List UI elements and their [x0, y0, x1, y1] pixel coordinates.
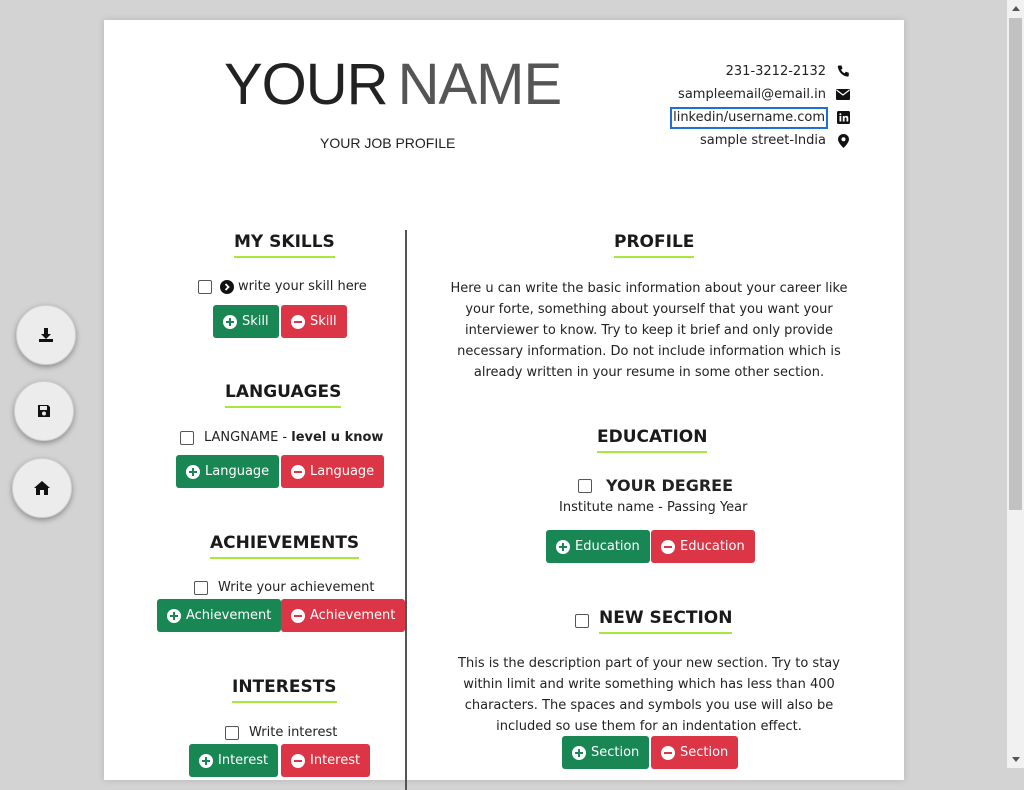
achievement-item: [194, 580, 374, 595]
phone-text[interactable]: 231-3212-2132: [725, 64, 826, 79]
download-icon: [38, 327, 54, 343]
language-level[interactable]: level u know: [291, 430, 384, 445]
plus-circle-icon: [199, 754, 213, 768]
linkedin-text[interactable]: linkedin/username.com: [670, 107, 828, 129]
minus-circle-icon: [291, 754, 305, 768]
remove-education-label: Education: [680, 539, 745, 554]
vertical-scrollbar[interactable]: [1007, 0, 1024, 768]
add-interest-button[interactable]: [189, 744, 278, 777]
education-title[interactable]: EDUCATION: [597, 427, 707, 453]
remove-achievement-button[interactable]: [281, 599, 405, 632]
home-icon: [34, 481, 50, 495]
achievements-title[interactable]: ACHIEVEMENTS: [210, 533, 359, 559]
add-skill-label: Skill: [242, 314, 269, 329]
resume-name[interactable]: [224, 52, 562, 117]
scroll-up-arrow-icon[interactable]: [1012, 6, 1020, 11]
remove-skill-button[interactable]: [281, 305, 347, 338]
skill-text[interactable]: write your skill here: [238, 279, 367, 294]
contact-phone: [670, 60, 850, 83]
skills-title[interactable]: MY SKILLS: [234, 232, 335, 258]
minus-circle-icon: [291, 609, 305, 623]
add-achievement-button[interactable]: [157, 599, 281, 632]
save-icon: [37, 404, 51, 418]
interests-title[interactable]: INTERESTS: [232, 677, 337, 703]
add-section-label: Section: [591, 745, 640, 760]
new-section-checkbox[interactable]: [575, 614, 589, 628]
minus-circle-icon: [661, 540, 675, 554]
new-section-title-row: [575, 608, 732, 634]
resume-page: [104, 20, 904, 780]
languages-title[interactable]: LANGUAGES: [225, 382, 341, 408]
contact-email: [670, 83, 850, 106]
remove-education-button[interactable]: [651, 530, 755, 563]
add-language-label: Language: [205, 464, 270, 479]
skill-checkbox[interactable]: [198, 280, 212, 294]
new-section-title[interactable]: NEW SECTION: [599, 608, 732, 634]
add-section-button[interactable]: [562, 736, 649, 769]
degree-text[interactable]: YOUR DEGREE: [606, 476, 734, 495]
job-profile[interactable]: YOUR JOB PROFILE: [320, 135, 456, 151]
home-button[interactable]: [12, 458, 72, 518]
remove-achievement-label: Achievement: [310, 608, 396, 623]
add-education-button[interactable]: [546, 530, 650, 563]
linkedin-icon: [836, 111, 850, 125]
add-skill-button[interactable]: [213, 305, 279, 338]
scroll-down-arrow-icon[interactable]: [1012, 757, 1020, 762]
add-language-button[interactable]: [176, 455, 279, 488]
remove-skill-label: Skill: [310, 314, 337, 329]
minus-circle-icon: [291, 315, 305, 329]
plus-circle-icon: [186, 465, 200, 479]
email-text[interactable]: sampleemail@email.in: [678, 87, 826, 102]
education-degree-row: [578, 476, 733, 495]
profile-text[interactable]: Here u can write the basic information about your career like your forte, something about yourself that you want your interviewer to know. Try to keep it brief and only provide necessary information. Do not include information which is already written in your resume in some other section.: [450, 281, 848, 380]
remove-language-button[interactable]: [281, 455, 384, 488]
language-separator: -: [278, 430, 292, 445]
contact-address: [670, 129, 850, 152]
language-item: [180, 430, 383, 445]
remove-section-label: Section: [680, 745, 729, 760]
remove-interest-label: Interest: [310, 753, 361, 768]
first-name[interactable]: YOUR: [224, 52, 388, 117]
plus-circle-icon: [556, 540, 570, 554]
add-education-label: Education: [575, 539, 640, 554]
plus-circle-icon: [572, 746, 586, 760]
download-button[interactable]: [16, 305, 76, 365]
minus-circle-icon: [661, 746, 675, 760]
phone-icon: [836, 65, 850, 79]
language-name[interactable]: LANGNAME: [204, 430, 279, 445]
minus-circle-icon: [291, 465, 305, 479]
remove-language-label: Language: [310, 464, 375, 479]
plus-circle-icon: [223, 315, 237, 329]
last-name[interactable]: NAME: [397, 52, 562, 117]
map-marker-icon: [836, 134, 850, 148]
save-button[interactable]: [14, 381, 74, 441]
institute-text[interactable]: Institute name - Passing Year: [559, 500, 748, 515]
new-section-text[interactable]: This is the description part of your new section. Try to stay within limit and write something which has less than 400 characters. The spaces and symbols you use will also be included so use them for an indentation effect.: [458, 656, 840, 734]
chevron-right-circle-icon: [220, 280, 234, 294]
scroll-thumb[interactable]: [1009, 18, 1022, 510]
profile-title[interactable]: PROFILE: [614, 232, 694, 258]
add-interest-label: Interest: [218, 753, 269, 768]
education-checkbox[interactable]: [578, 479, 592, 493]
remove-interest-button[interactable]: [281, 744, 370, 777]
column-divider: [405, 230, 407, 790]
add-achievement-label: Achievement: [186, 608, 272, 623]
contact-linkedin: [670, 106, 850, 129]
contact-block: [670, 60, 850, 152]
language-checkbox[interactable]: [180, 431, 194, 445]
remove-section-button[interactable]: [651, 736, 738, 769]
envelope-icon: [836, 88, 850, 102]
interest-text[interactable]: Write interest: [249, 725, 338, 740]
achievement-checkbox[interactable]: [194, 581, 208, 595]
address-text[interactable]: sample street-India: [699, 133, 826, 148]
interest-checkbox[interactable]: [225, 726, 239, 740]
interest-item: [225, 725, 337, 740]
skill-item: [198, 279, 367, 294]
plus-circle-icon: [167, 609, 181, 623]
achievement-text[interactable]: Write your achievement: [218, 580, 375, 595]
